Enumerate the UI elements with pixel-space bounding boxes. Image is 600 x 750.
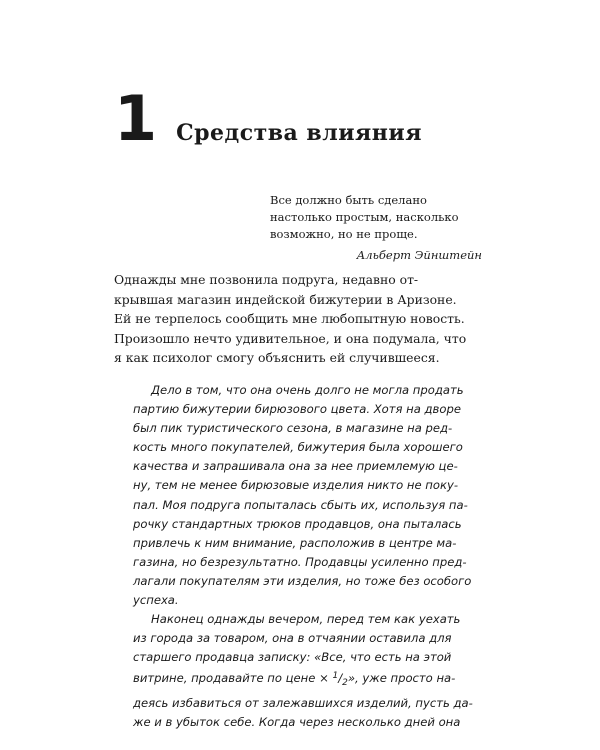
text-line: деясь избавиться от залежавшихся изделий, пусть да-	[133, 695, 473, 710]
epigraph-line: возможно, но не проще.	[270, 227, 418, 241]
text-line: Ей не терпелось сообщить мне любопытную новость.	[114, 311, 465, 327]
epigraph-line: настолько простым, насколько	[270, 210, 459, 224]
fraction-one-half	[332, 671, 348, 689]
chapter-header	[114, 82, 422, 155]
fraction-denominator: 2	[342, 678, 348, 689]
text-line: Произошло нечто удивительное, и она подумала, что	[114, 330, 467, 346]
fraction-line-prefix: витрине, продавайте по цене ×	[133, 671, 329, 686]
text-line: Дело в том, что она очень долго не могла продать	[151, 383, 464, 397]
text-line: Однажды мне позвонила подруга, недавно от-	[114, 272, 419, 287]
text-line: ну, тем не менее бирюзовые изделия никто не поку-	[133, 478, 459, 493]
fraction-line-suffix: », уже просто на-	[347, 671, 456, 686]
text-line-with-fraction	[133, 667, 493, 693]
text-line: пал. Моя подруга попыталась сбыть их, используя па-	[133, 497, 468, 512]
text-line: был пик туристического сезона, в магазине на ред-	[133, 421, 453, 436]
text-line: привлечь к ним внимание, расположив в центре ма-	[133, 535, 457, 550]
text-line: Наконец однажды вечером, перед тем как уехать	[151, 612, 461, 627]
chapter-title: Средства влияния	[176, 120, 422, 146]
text-line: старшего продавца записку: «Все, что есть на этой	[133, 650, 452, 665]
epigraph-line: Все должно быть сделано	[270, 193, 427, 207]
text-line: качества и запрашивала она за нее приемлемую це-	[133, 459, 458, 474]
text-line: лагали покупателям эти изделия, но тоже без особого	[133, 573, 472, 588]
text-line: же и в убыток себе. Когда через несколько дней она	[133, 714, 461, 729]
intro-paragraph	[114, 270, 490, 368]
text-line: крывшая магазин индейской бижутерии в Аризоне.	[114, 291, 457, 307]
story-block	[133, 381, 493, 732]
text-line: кость много покупателей, бижутерия была хорошего	[133, 440, 463, 455]
text-line: успеха.	[133, 593, 179, 608]
text-line: газина, но безрезультатно. Продавцы усиленно пред-	[133, 554, 467, 569]
chapter-number: 1	[114, 82, 157, 155]
text-line: партию бижутерии бирюзового цвета. Хотя на дворе	[133, 402, 461, 417]
fraction-numerator: 1	[332, 671, 339, 682]
text-line: рочку стандартных трюков продавцов, она пыталась	[133, 516, 462, 531]
epigraph	[270, 192, 490, 264]
fraction-slash: /	[338, 671, 343, 686]
epigraph-author: Альберт Эйнштейн	[356, 248, 482, 262]
text-line: из города за товаром, она в отчаянии оставила для	[133, 631, 452, 646]
text-line: я как психолог смогу объяснить ей случившееся.	[114, 350, 440, 366]
